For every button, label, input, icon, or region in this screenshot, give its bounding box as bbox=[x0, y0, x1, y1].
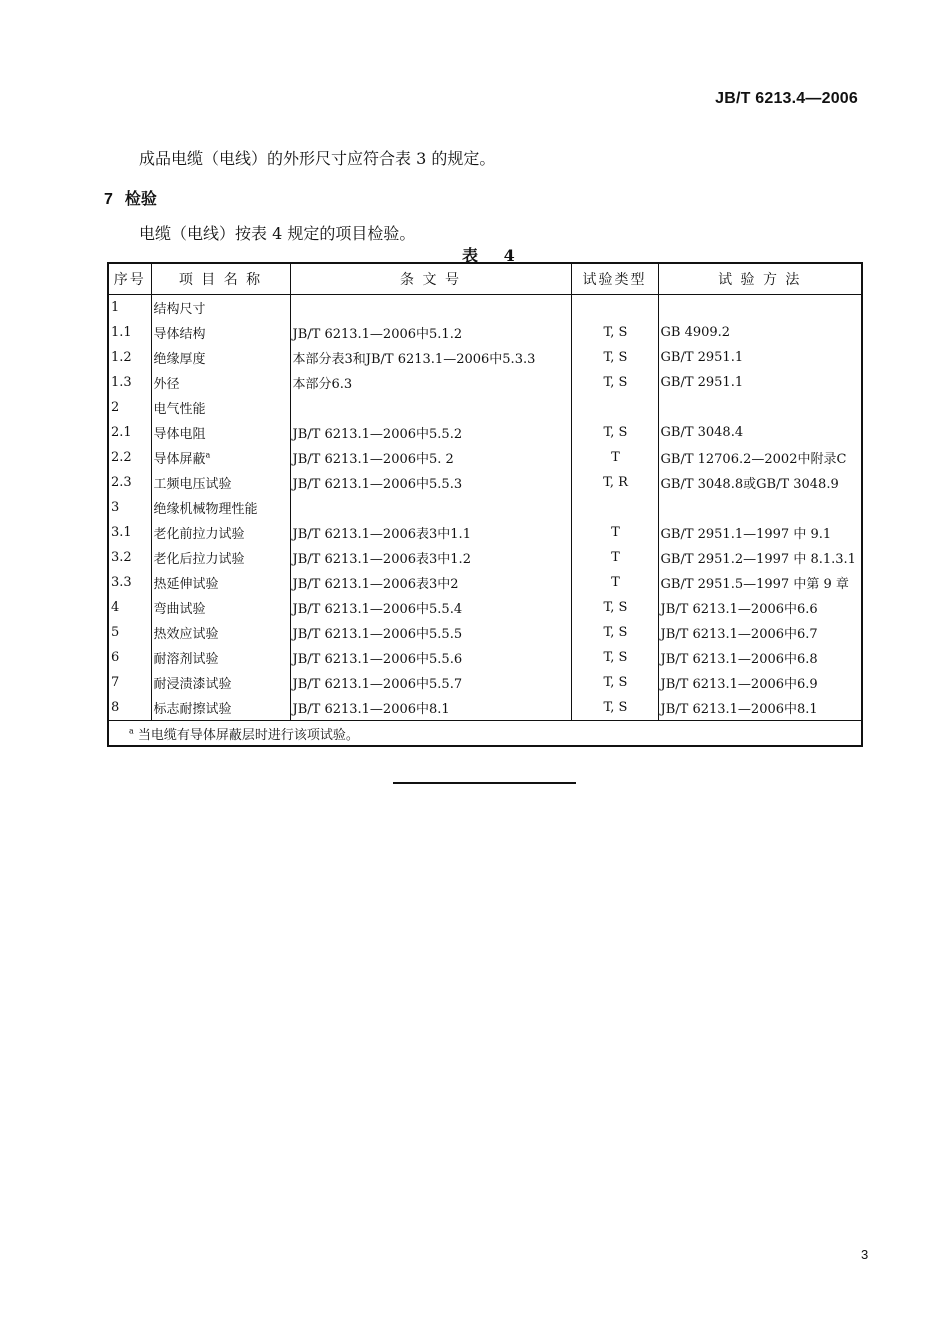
cell-text: JB/T 6213.1—2006中8.1 bbox=[660, 702, 818, 717]
cell-test-method bbox=[658, 670, 862, 695]
cell-text: JB/T 6213.1—2006中5.5.2 bbox=[292, 427, 463, 442]
cell-test-method bbox=[658, 595, 862, 620]
cell-clause bbox=[290, 620, 571, 645]
table-row bbox=[108, 645, 862, 670]
cell-text: 1.3 bbox=[111, 375, 132, 390]
cell-test-type bbox=[571, 345, 658, 370]
paragraph-inspection: 电缆（电线）按表 4 规定的项目检验。 bbox=[139, 224, 416, 243]
table-header-row bbox=[108, 263, 862, 295]
cell-seq bbox=[108, 670, 151, 695]
cell-clause bbox=[290, 645, 571, 670]
paragraph-dimensions: 成品电缆（电线）的外形尺寸应符合表 3 的规定。 bbox=[139, 149, 496, 168]
cell-text: GB/T 2951.5—1997 中第 9 章 bbox=[660, 577, 849, 592]
cell-text: JB/T 6213.1—2006中5.5.7 bbox=[292, 677, 463, 692]
table-row bbox=[108, 545, 862, 570]
cell-test-method bbox=[658, 495, 862, 520]
cell-item-name bbox=[151, 570, 290, 595]
cell-text: JB/T 6213.1—2006中5.5.6 bbox=[292, 652, 463, 667]
cell-test-type bbox=[571, 520, 658, 545]
cell-item-name bbox=[151, 595, 290, 620]
cell-item-name bbox=[151, 495, 290, 520]
cell-text: 导体屏蔽 bbox=[153, 452, 206, 467]
cell-text: T, S bbox=[603, 675, 628, 690]
cell-test-method bbox=[658, 420, 862, 445]
cell-item-name bbox=[151, 295, 290, 321]
cell-text: GB/T 3048.4 bbox=[660, 425, 744, 440]
cell-seq bbox=[108, 520, 151, 545]
cell-text: 7 bbox=[111, 675, 120, 690]
cell-test-method bbox=[658, 370, 862, 395]
cell-clause bbox=[290, 445, 571, 470]
cell-clause bbox=[290, 470, 571, 495]
cell-text: 1.2 bbox=[111, 350, 132, 365]
cell-text: GB/T 2951.1 bbox=[660, 350, 744, 365]
cell-clause bbox=[290, 520, 571, 545]
cell-test-method bbox=[658, 620, 862, 645]
section-heading bbox=[104, 186, 157, 209]
header-test-method: 试 验 方 法 bbox=[658, 263, 862, 295]
cell-text: JB/T 6213.1—2006中5.1.2 bbox=[292, 327, 463, 342]
cell-item-name bbox=[151, 370, 290, 395]
cell-seq bbox=[108, 320, 151, 345]
cell-item-name bbox=[151, 670, 290, 695]
cell-seq bbox=[108, 645, 151, 670]
cell-text: 热效应试验 bbox=[153, 627, 219, 642]
cell-clause bbox=[290, 320, 571, 345]
cell-test-method bbox=[658, 520, 862, 545]
cell-text: 弯曲试验 bbox=[153, 602, 206, 617]
cell-text: JB/T 6213.1—2006中8.1 bbox=[292, 702, 450, 717]
cell-text: T, S bbox=[603, 375, 628, 390]
cell-text: JB/T 6213.1—2006中5.5.3 bbox=[292, 477, 463, 492]
cell-text: T, R bbox=[603, 475, 628, 490]
cell-seq bbox=[108, 495, 151, 520]
cell-text: 2.3 bbox=[111, 475, 132, 490]
table-row bbox=[108, 370, 862, 395]
cell-clause bbox=[290, 495, 571, 520]
cell-text: 6 bbox=[111, 650, 120, 665]
cell-item-name bbox=[151, 420, 290, 445]
cell-test-type bbox=[571, 695, 658, 721]
table-row bbox=[108, 670, 862, 695]
cell-test-method bbox=[658, 570, 862, 595]
cell-text: GB/T 3048.8或GB/T 3048.9 bbox=[660, 477, 839, 492]
cell-seq bbox=[108, 595, 151, 620]
cell-clause bbox=[290, 570, 571, 595]
table-row bbox=[108, 695, 862, 721]
cell-test-method bbox=[658, 695, 862, 721]
cell-seq bbox=[108, 695, 151, 721]
cell-seq bbox=[108, 570, 151, 595]
cell-item-name bbox=[151, 320, 290, 345]
cell-test-method bbox=[658, 445, 862, 470]
table-row bbox=[108, 495, 862, 520]
table-row bbox=[108, 570, 862, 595]
cell-text: T bbox=[611, 525, 620, 540]
cell-text: T, S bbox=[603, 700, 628, 715]
cell-seq bbox=[108, 445, 151, 470]
cell-text: 耐浸渍漆试验 bbox=[153, 677, 232, 692]
cell-test-type bbox=[571, 595, 658, 620]
footnote-marker: a bbox=[129, 726, 134, 736]
cell-text: T, S bbox=[603, 650, 628, 665]
cell-seq bbox=[108, 470, 151, 495]
cell-item-name bbox=[151, 620, 290, 645]
cell-item-name bbox=[151, 645, 290, 670]
cell-text: GB/T 2951.2—1997 中 8.1.3.1 bbox=[660, 552, 856, 567]
cell-text: JB/T 6213.1—2006中5. 2 bbox=[292, 452, 454, 467]
cell-text: 3.3 bbox=[111, 575, 132, 590]
cell-text: 工频电压试验 bbox=[153, 477, 232, 492]
cell-text: 导体结构 bbox=[153, 327, 206, 342]
footnote-row bbox=[108, 721, 862, 747]
section-number: 7 bbox=[104, 191, 113, 208]
cell-test-method bbox=[658, 295, 862, 321]
cell-test-type bbox=[571, 545, 658, 570]
cell-text: 绝缘机械物理性能 bbox=[153, 502, 258, 517]
cell-clause bbox=[290, 370, 571, 395]
table-caption: 表 4 bbox=[462, 246, 525, 265]
cell-text: 2 bbox=[111, 400, 120, 415]
cell-text: 绝缘厚度 bbox=[153, 352, 206, 367]
section-title: 检验 bbox=[124, 189, 157, 208]
cell-seq bbox=[108, 620, 151, 645]
cell-test-method bbox=[658, 470, 862, 495]
cell-test-type bbox=[571, 620, 658, 645]
cell-text: 标志耐擦试验 bbox=[153, 702, 232, 717]
cell-test-type bbox=[571, 670, 658, 695]
cell-item-name bbox=[151, 470, 290, 495]
cell-test-type bbox=[571, 320, 658, 345]
header-item-name: 项 目 名 称 bbox=[151, 263, 290, 295]
end-rule bbox=[393, 782, 576, 784]
header-clause: 条 文 号 bbox=[290, 263, 571, 295]
cell-text: 1 bbox=[111, 300, 120, 315]
table-row bbox=[108, 295, 862, 321]
table-row bbox=[108, 320, 862, 345]
footnote-marker: a bbox=[205, 450, 211, 460]
cell-item-name bbox=[151, 445, 290, 470]
cell-item-name bbox=[151, 545, 290, 570]
table-row bbox=[108, 420, 862, 445]
cell-test-type bbox=[571, 395, 658, 420]
cell-test-type bbox=[571, 470, 658, 495]
cell-text: 电气性能 bbox=[153, 402, 206, 417]
cell-item-name bbox=[151, 695, 290, 721]
cell-text: GB/T 12706.2—2002中附录C bbox=[660, 452, 847, 467]
cell-clause bbox=[290, 695, 571, 721]
cell-text: 本部分6.3 bbox=[292, 377, 353, 392]
cell-item-name bbox=[151, 345, 290, 370]
cell-text: 外径 bbox=[153, 377, 180, 392]
cell-seq bbox=[108, 545, 151, 570]
cell-text: JB/T 6213.1—2006中6.7 bbox=[660, 627, 818, 642]
cell-text: GB/T 2951.1 bbox=[660, 375, 744, 390]
cell-text: 老化前拉力试验 bbox=[153, 527, 245, 542]
cell-item-name bbox=[151, 395, 290, 420]
cell-clause bbox=[290, 295, 571, 321]
header-test-type: 试验类型 bbox=[571, 263, 658, 295]
cell-text: 3.2 bbox=[111, 550, 132, 565]
cell-test-method bbox=[658, 395, 862, 420]
table-row bbox=[108, 395, 862, 420]
cell-test-type bbox=[571, 645, 658, 670]
cell-text: 5 bbox=[111, 625, 120, 640]
cell-text: JB/T 6213.1—2006表3中2 bbox=[292, 577, 459, 592]
cell-text: T, S bbox=[603, 325, 628, 340]
cell-text: T bbox=[611, 550, 620, 565]
cell-text: 本部分表3和JB/T 6213.1—2006中5.3.3 bbox=[292, 352, 536, 367]
cell-text: 导体电阻 bbox=[153, 427, 206, 442]
cell-text: T, S bbox=[603, 600, 628, 615]
cell-test-type bbox=[571, 445, 658, 470]
cell-text: 3 bbox=[111, 500, 120, 515]
standard-number: JB/T 6213.4—2006 bbox=[715, 90, 858, 107]
cell-test-type bbox=[571, 570, 658, 595]
cell-test-method bbox=[658, 345, 862, 370]
cell-text: JB/T 6213.1—2006中6.6 bbox=[660, 602, 818, 617]
cell-seq bbox=[108, 295, 151, 321]
table-row bbox=[108, 470, 862, 495]
cell-clause bbox=[290, 670, 571, 695]
cell-text: 耐溶剂试验 bbox=[153, 652, 219, 667]
cell-seq bbox=[108, 370, 151, 395]
cell-text: JB/T 6213.1—2006表3中1.2 bbox=[292, 552, 471, 567]
cell-text: T bbox=[611, 575, 620, 590]
cell-text: JB/T 6213.1—2006表3中1.1 bbox=[292, 527, 471, 542]
cell-text: 老化后拉力试验 bbox=[153, 552, 245, 567]
cell-clause bbox=[290, 420, 571, 445]
cell-test-type bbox=[571, 370, 658, 395]
table-row bbox=[108, 445, 862, 470]
cell-text: 8 bbox=[111, 700, 120, 715]
cell-text: T, S bbox=[603, 350, 628, 365]
table-row bbox=[108, 595, 862, 620]
cell-text: 2.1 bbox=[111, 425, 132, 440]
cell-text: 热延伸试验 bbox=[153, 577, 219, 592]
cell-test-method bbox=[658, 320, 862, 345]
cell-clause bbox=[290, 395, 571, 420]
cell-clause bbox=[290, 345, 571, 370]
cell-text: 4 bbox=[111, 600, 120, 615]
inspection-table bbox=[107, 262, 863, 747]
cell-seq bbox=[108, 345, 151, 370]
cell-text: GB 4909.2 bbox=[660, 325, 731, 340]
cell-clause bbox=[290, 595, 571, 620]
cell-text: T, S bbox=[603, 625, 628, 640]
cell-test-method bbox=[658, 545, 862, 570]
footnote-cell bbox=[108, 721, 862, 747]
cell-item-name bbox=[151, 520, 290, 545]
cell-text: JB/T 6213.1—2006中6.9 bbox=[660, 677, 818, 692]
cell-text: 结构尺寸 bbox=[153, 302, 206, 317]
cell-test-method bbox=[658, 645, 862, 670]
footnote-text: 当电缆有导体屏蔽层时进行该项试验。 bbox=[137, 727, 359, 743]
cell-text: JB/T 6213.1—2006中5.5.4 bbox=[292, 602, 463, 617]
cell-text: JB/T 6213.1—2006中6.8 bbox=[660, 652, 818, 667]
table-row bbox=[108, 345, 862, 370]
cell-seq bbox=[108, 395, 151, 420]
header-seq: 序号 bbox=[108, 263, 151, 295]
page-number: 3 bbox=[861, 1247, 869, 1262]
table-row bbox=[108, 620, 862, 645]
cell-text: 3.1 bbox=[111, 525, 132, 540]
cell-test-type bbox=[571, 420, 658, 445]
cell-seq bbox=[108, 420, 151, 445]
cell-text: 1.1 bbox=[111, 325, 132, 340]
cell-clause bbox=[290, 545, 571, 570]
table-row bbox=[108, 520, 862, 545]
cell-test-type bbox=[571, 495, 658, 520]
cell-text: 2.2 bbox=[111, 450, 132, 465]
cell-text: T, S bbox=[603, 425, 628, 440]
cell-test-type bbox=[571, 295, 658, 321]
cell-text: GB/T 2951.1—1997 中 9.1 bbox=[660, 527, 832, 542]
cell-text: JB/T 6213.1—2006中5.5.5 bbox=[292, 627, 463, 642]
cell-text: T bbox=[611, 450, 620, 465]
